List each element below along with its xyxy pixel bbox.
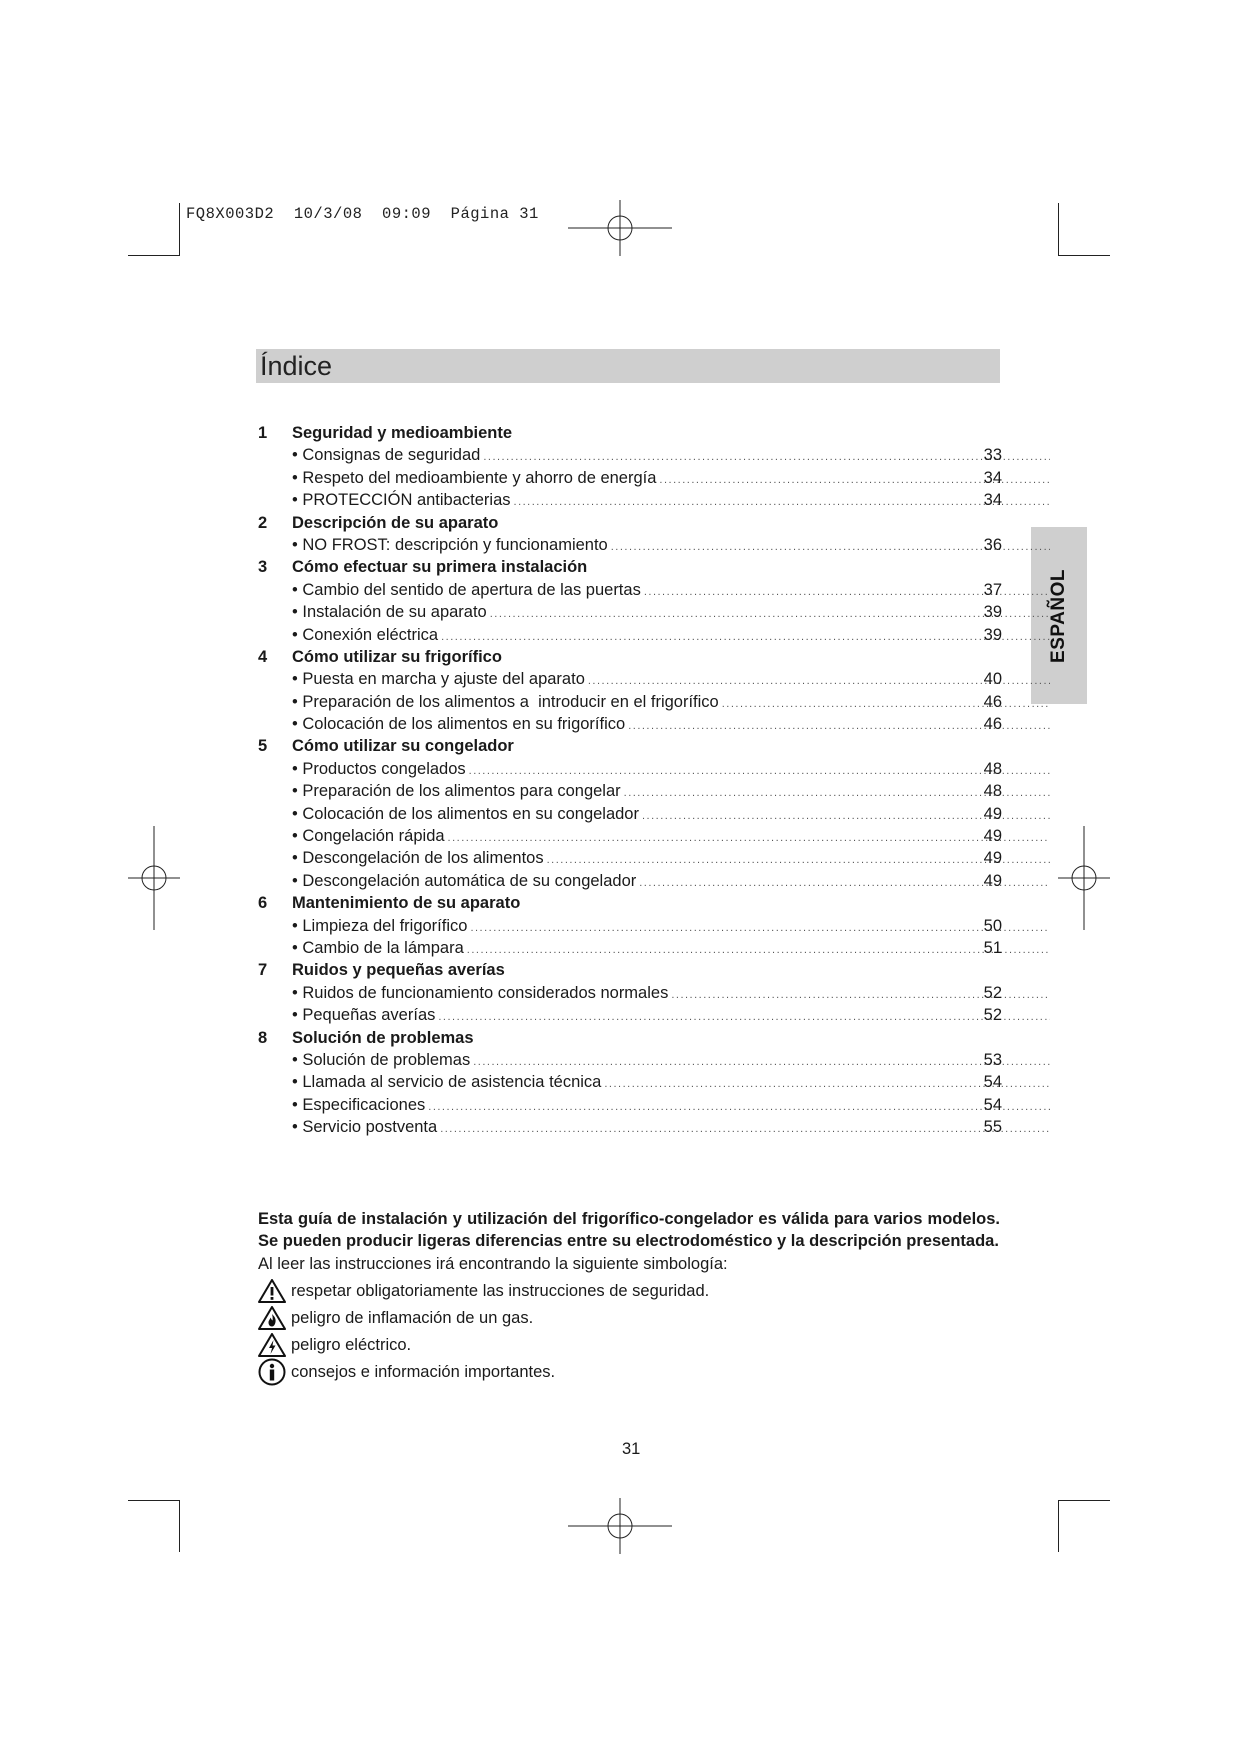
symbol-row [258, 1277, 1000, 1304]
toc-entry [258, 624, 1002, 646]
toc-entry-line [292, 915, 1050, 939]
toc-entry-label: • Cambio del sentido de apertura de las puertas [292, 580, 641, 599]
page-number: 31 [622, 1440, 641, 1458]
toc-entry-label: • Pequeñas averías [292, 1006, 436, 1025]
toc-entry-page: 49 [983, 804, 1002, 823]
toc-section-title: Mantenimiento de su aparato [292, 894, 521, 913]
toc-entry-line [292, 1071, 1050, 1095]
flame-warning-icon [258, 1306, 286, 1330]
symbol-row [258, 1358, 1000, 1385]
toc-entry [258, 1116, 1002, 1138]
registration-mark-right [1058, 826, 1110, 930]
toc-entry-line [292, 825, 1050, 849]
toc-section-number: 8 [258, 1028, 268, 1047]
toc-entry-label: • Instalación de su aparato [292, 603, 487, 622]
toc-entry-label: • Preparación de los alimentos para congelar [292, 782, 621, 801]
info-circle-icon [258, 1358, 286, 1386]
toc-entry-line [292, 758, 1050, 782]
toc-entry [258, 534, 1002, 556]
toc-section-title: Ruidos y pequeñas averías [292, 961, 505, 980]
print-header: FQ8X003D2 10/3/08 09:09 Página 31 [186, 205, 539, 223]
toc-entry-line [292, 1049, 1050, 1073]
toc-entry-page: 52 [983, 983, 1002, 1002]
toc-entry [258, 915, 1002, 937]
toc-entry-page: 46 [983, 715, 1002, 734]
toc-entry-page: 39 [983, 603, 1002, 622]
dot-leader [440, 1118, 1050, 1140]
toc-entry [258, 825, 1002, 847]
toc-section-number: 5 [258, 737, 268, 756]
toc-entry-label: • Puesta en marcha y ajuste del aparato [292, 670, 585, 689]
toc-section-number: 4 [258, 647, 268, 666]
toc-entry-line [292, 534, 1050, 558]
symbol-text: peligro eléctrico. [291, 1335, 412, 1354]
toc-section-heading [258, 892, 1002, 914]
dot-leader [469, 760, 1050, 782]
toc-entry [258, 1071, 1002, 1093]
toc-entry-label: • Llamada al servicio de asistencia técnica [292, 1073, 602, 1092]
toc-entry-line [292, 982, 1050, 1006]
toc-entry-label: • Consignas de seguridad [292, 446, 481, 465]
toc-entry-line [292, 713, 1050, 737]
toc-section-number: 3 [258, 558, 268, 577]
toc-entry-label: • Productos congelados [292, 759, 466, 778]
toc-entry-label: • PROTECCIÓN antibacterias [292, 491, 511, 510]
toc-entry [258, 870, 1002, 892]
toc-entry-line [292, 579, 1050, 603]
title-bar [256, 349, 1000, 383]
toc-entry [258, 982, 1002, 1004]
toc-entry-label: • Descongelación de los alimentos [292, 849, 544, 868]
intro-section [258, 1208, 1000, 1385]
toc-entry [258, 758, 1002, 780]
toc-entry-page: 46 [983, 692, 1002, 711]
toc-entry [258, 579, 1002, 601]
toc-entry-page: 52 [983, 1006, 1002, 1025]
toc-entry [258, 937, 1002, 959]
toc-section-number: 1 [258, 424, 268, 442]
table-of-contents [258, 422, 1002, 1139]
dot-leader [490, 603, 1050, 625]
toc-entry-page: 54 [983, 1095, 1002, 1114]
toc-entry-line [292, 444, 1050, 468]
toc-entry [258, 1004, 1002, 1026]
toc-section-number: 2 [258, 513, 268, 532]
intro-lead: Al leer las instrucciones irá encontrando la siguiente simbología: [258, 1254, 728, 1273]
page-title: Índice [260, 351, 333, 381]
toc-entry-label: • Descongelación automática de su congelador [292, 871, 637, 890]
toc-entry-page: 51 [983, 938, 1002, 957]
intro-bold-paragraph: Esta guía de instalación y utilización del frigorífico-congelador es válida para varios modelos. Se pueden producir ligeras diferencias entre su electrodoméstico y la descripción presentada. [258, 1210, 1000, 1251]
symbol-row [258, 1331, 1000, 1358]
toc-entry [258, 713, 1002, 735]
toc-section-heading [258, 1027, 1002, 1049]
toc-entry-line [292, 624, 1050, 648]
toc-entry-label: • Colocación de los alimentos en su frigorífico [292, 715, 626, 734]
dot-leader [467, 939, 1050, 961]
toc-entry [258, 1049, 1002, 1071]
toc-entry-page: 49 [983, 871, 1002, 890]
warning-triangle-icon [258, 1279, 286, 1303]
toc-entry-line [292, 1094, 1050, 1118]
toc-entry-page: 36 [983, 535, 1002, 554]
dot-leader [441, 626, 1050, 648]
toc-section-title: Cómo efectuar su primera instalación [292, 558, 588, 577]
toc-section-heading [258, 646, 1002, 668]
registration-mark-left [128, 826, 180, 930]
toc-entry-page: 49 [983, 849, 1002, 868]
dot-leader [428, 1096, 1050, 1118]
toc-entry-page: 33 [983, 446, 1002, 465]
toc-entry [258, 489, 1002, 511]
dot-leader [448, 827, 1050, 849]
toc-entry-label: • Solución de problemas [292, 1050, 471, 1069]
toc-entry-line [292, 780, 1050, 804]
toc-section-heading [258, 422, 1002, 444]
toc-entry-page: 48 [983, 759, 1002, 778]
toc-entry-label: • Servicio postventa [292, 1118, 438, 1137]
toc-entry-page: 54 [983, 1073, 1002, 1092]
dot-leader [588, 670, 1050, 692]
toc-entry-page: 34 [983, 491, 1002, 510]
toc-section-heading [258, 556, 1002, 578]
electric-warning-icon [258, 1333, 286, 1357]
toc-entry [258, 668, 1002, 690]
toc-entry [258, 1094, 1002, 1116]
toc-entry-line [292, 1116, 1050, 1140]
toc-entry-label: • Preparación de los alimentos a introducir en el frigorífico [292, 692, 719, 711]
toc-entry-page: 39 [983, 625, 1002, 644]
toc-entry-label: • Cambio de la lámpara [292, 938, 464, 957]
toc-entry-line [292, 937, 1050, 961]
language-tab-label: ESPAÑOL [1048, 568, 1069, 663]
toc-section-heading [258, 959, 1002, 981]
toc-entry [258, 444, 1002, 466]
registration-mark-bottom [568, 1498, 672, 1554]
toc-section-number: 6 [258, 894, 268, 913]
toc-section-heading [258, 512, 1002, 534]
dot-leader [483, 446, 1050, 468]
symbol-text: respetar obligatoriamente las instrucciones de seguridad. [291, 1281, 710, 1300]
symbol-text: consejos e información importantes. [291, 1362, 556, 1381]
toc-entry-page: 55 [983, 1118, 1002, 1137]
toc-entry-line [292, 601, 1050, 625]
toc-section-title: Descripción de su aparato [292, 513, 499, 532]
symbol-text: peligro de inflamación de un gas. [291, 1308, 534, 1327]
toc-entry-label: • Congelación rápida [292, 827, 445, 846]
toc-entry-page: 37 [983, 580, 1002, 599]
symbol-row [258, 1304, 1000, 1331]
toc-entry-label: • Respeto del medioambiente y ahorro de energía [292, 468, 657, 487]
toc-section-title: Cómo utilizar su congelador [292, 737, 514, 756]
registration-mark-top [568, 200, 672, 256]
toc-entry-label: • Limpieza del frigorífico [292, 916, 468, 935]
toc-entry-page: 49 [983, 827, 1002, 846]
toc-section-title: Seguridad y medioambiente [292, 424, 513, 442]
toc-entry-label: • NO FROST: descripción y funcionamiento [292, 535, 608, 554]
toc-section-heading [258, 735, 1002, 757]
dot-leader [514, 491, 1050, 513]
toc-entry-label: • Conexión eléctrica [292, 625, 439, 644]
dot-leader [438, 1006, 1050, 1028]
toc-entry-line [292, 1004, 1050, 1028]
toc-entry-line [292, 467, 1050, 491]
toc-entry-page: 53 [983, 1050, 1002, 1069]
toc-entry [258, 780, 1002, 802]
toc-entry-line [292, 803, 1050, 827]
toc-entry [258, 691, 1002, 713]
dot-leader [473, 1051, 1050, 1073]
dot-leader [547, 849, 1050, 871]
toc-entry-page: 34 [983, 468, 1002, 487]
toc-entry-label: • Colocación de los alimentos en su congelador [292, 804, 639, 823]
toc-section-title: Cómo utilizar su frigorífico [292, 647, 502, 666]
toc-entry [258, 601, 1002, 623]
toc-entry-page: 50 [983, 916, 1002, 935]
dot-leader [470, 917, 1050, 939]
toc-entry [258, 847, 1002, 869]
toc-entry-line [292, 489, 1050, 513]
toc-entry-label: • Ruidos de funcionamiento considerados normales [292, 983, 669, 1002]
toc-section-number: 7 [258, 961, 268, 980]
toc-entry-line [292, 691, 1050, 715]
toc-entry-line [292, 870, 1050, 894]
toc-entry-label: • Especificaciones [292, 1095, 426, 1114]
toc-entry [258, 467, 1002, 489]
toc-entry-page: 40 [983, 670, 1002, 689]
toc-entry-line [292, 847, 1050, 871]
toc-entry [258, 803, 1002, 825]
toc-entry-line [292, 668, 1050, 692]
toc-entry-page: 48 [983, 782, 1002, 801]
toc-section-title: Solución de problemas [292, 1028, 474, 1047]
